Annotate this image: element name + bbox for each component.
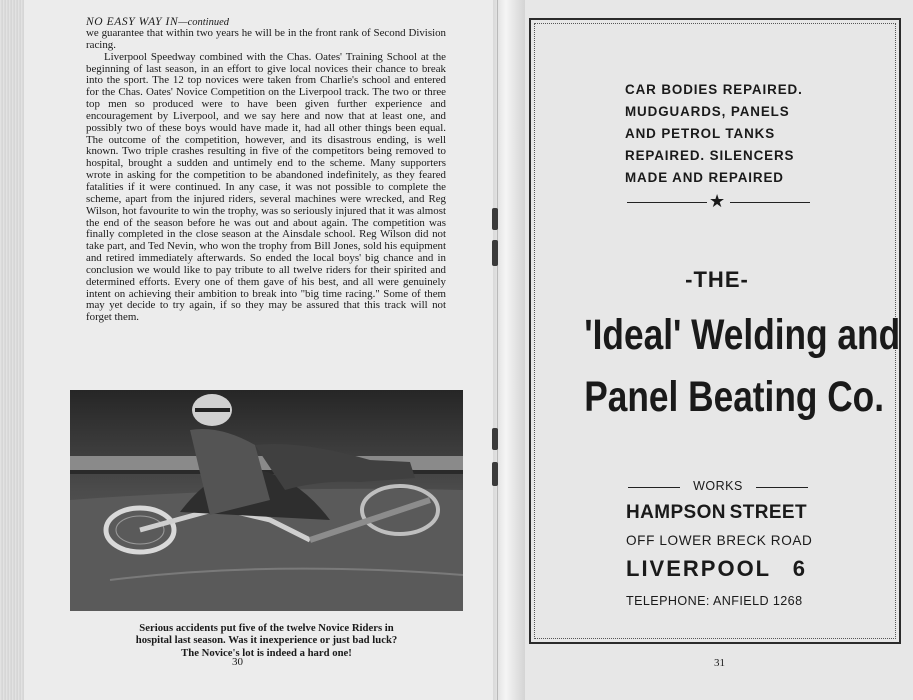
ad-line: AND PETROL TANKS bbox=[625, 126, 776, 141]
article-body bbox=[86, 28, 446, 324]
page-edges bbox=[0, 0, 24, 700]
street-word: HAMPSON bbox=[626, 502, 726, 523]
company-name-line-2: Panel Beating Co. bbox=[584, 373, 885, 421]
address-off-road: OFF LOWER BRECK ROAD bbox=[626, 533, 813, 548]
photo-caption bbox=[70, 622, 463, 659]
star-icon: ★ bbox=[709, 191, 726, 211]
ad-services-list bbox=[625, 79, 810, 189]
city-word: 6 bbox=[792, 556, 807, 581]
company-name-line-1: 'Ideal' Welding and bbox=[584, 311, 901, 359]
article-paragraph: we guarantee that within two years he will be in the front rank of Second Division racing. bbox=[86, 27, 446, 51]
caption-line: Serious accidents put five of the twelve Novice Riders in bbox=[139, 622, 394, 634]
binding-fold bbox=[497, 0, 498, 700]
staple-icon bbox=[492, 462, 498, 486]
caption-line: hospital last season. Was it inexperience or just bad luck? bbox=[135, 634, 398, 647]
staple-icon bbox=[492, 208, 498, 230]
ad-line: MUDGUARDS, PANELS bbox=[625, 104, 790, 119]
speedway-crash-photo bbox=[70, 390, 463, 611]
running-head-title: NO EASY WAY IN bbox=[86, 16, 179, 28]
page-number-right: 31 bbox=[714, 657, 725, 669]
address-street bbox=[626, 502, 807, 524]
running-head-suffix: —continued bbox=[178, 17, 230, 28]
page-number-left: 30 bbox=[232, 656, 243, 668]
ad-line: MADE AND REPAIRED bbox=[625, 170, 784, 185]
works-label: WORKS bbox=[693, 479, 743, 493]
city-word: LIVERPOOL bbox=[626, 556, 772, 581]
star-divider bbox=[627, 191, 810, 211]
works-divider bbox=[628, 479, 808, 493]
caption-line: The Novice's lot is indeed a hard one! bbox=[181, 646, 352, 659]
telephone: TELEPHONE: ANFIELD 1268 bbox=[626, 594, 803, 608]
ad-line: CAR BODIES REPAIRED. bbox=[625, 82, 803, 97]
street-word: STREET bbox=[729, 502, 807, 523]
ad-the: -THE- bbox=[685, 267, 749, 292]
article-paragraph: Liverpool Speedway combined with the Chas. Oates' Training School at the beginning of last season, in an effort to give local novices their chance to break into the sport. The 12 top novices were taken from Charlie's school and entered for the Chas. Oates' Novice Competition on the Liverpool track. The two or three top men so produced were to have been given further experience and encouragement by Liverpool, and we say here and now that at least one, and possibly two of these boys would have made it, had all other things been equal. The outcome of the competition, however, and its disastrous ending, is well known. Two triple crashes resulting in five of the competitors being removed to hospital, brought a sudden and untimely end to the scheme. Many supporters wrote in asking for the competition to be abandoned indefinitely, as they feared fatalities if it were continued. In any case, it was not possible to complete the scheme, apart from the injured riders, several machines were wrecked, and Reg Wilson, hot favourite to win the trophy, was so seriously injured that it was almost the end of the season before he was out and about again. The competition was finally completed in the close season at the Ainsdale school. Reg Wilson did not take part, and Ted Nevin, who won the trophy from Bill Jones, sold his equipment and retired immediately afterwards. So ended the local boys' big chance and in conclusion we would like to pay tribute to all twelve riders for their spirited and determined efforts. Every one of them gave of his best, and all were genuinely intent on achieving their ambition to break into "big time racing." Some of them may yet decide to try again, if so they may be assured that this track will not forget them. bbox=[86, 50, 446, 324]
staple-icon bbox=[492, 428, 498, 450]
staple-icon bbox=[492, 240, 498, 266]
ad-line: REPAIRED. SILENCERS bbox=[625, 148, 795, 163]
address-city bbox=[626, 556, 807, 582]
